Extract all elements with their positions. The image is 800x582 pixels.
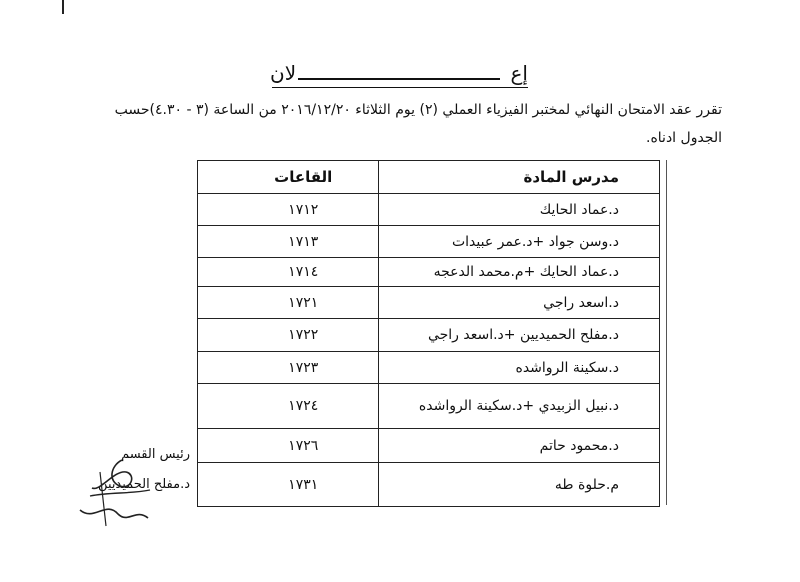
title-underline bbox=[272, 87, 528, 88]
teacher-cell: د.محمود حاتم bbox=[379, 429, 660, 463]
teacher-cell: د.سكينة الرواشده bbox=[379, 352, 660, 384]
table-row bbox=[198, 258, 660, 287]
signoff-role: رئيس القسم bbox=[121, 447, 190, 462]
exam-schedule-table bbox=[197, 160, 660, 507]
table-row bbox=[198, 194, 660, 226]
hall-cell: ١٧٢٤ bbox=[198, 384, 379, 429]
intro-line-1: تقرر عقد الامتحان النهائي لمختبر الفيزياء العملي (٢) يوم الثلاثاء ٢٠١٦/١٢/٢٠ من الساعة (٣ - ٤.٣٠)حسب bbox=[114, 102, 722, 118]
table-row bbox=[198, 287, 660, 319]
scan-edge-mark bbox=[62, 0, 64, 14]
table-row bbox=[198, 384, 660, 429]
title-last-letters: لان bbox=[270, 61, 297, 85]
title-first-letter: إع bbox=[510, 61, 528, 85]
handwritten-signature bbox=[70, 452, 160, 532]
hall-cell: ١٧٢١ bbox=[198, 287, 379, 319]
header-teacher: مدرس المادة bbox=[379, 161, 660, 194]
table-row bbox=[198, 429, 660, 463]
table-row bbox=[198, 352, 660, 384]
teacher-cell: م.حلوة طه bbox=[379, 463, 660, 507]
title-stretch-line bbox=[298, 78, 500, 80]
teacher-cell: د.مفلح الحميديين +د.اسعد راجي bbox=[379, 319, 660, 352]
teacher-cell: د.عماد الحايك bbox=[379, 194, 660, 226]
header-hall: القاعات bbox=[198, 161, 379, 194]
hall-cell: ١٧١٤ bbox=[198, 258, 379, 287]
announcement-title bbox=[270, 58, 530, 88]
teacher-cell: د.عماد الحايك +م.محمد الدعجه bbox=[379, 258, 660, 287]
teacher-cell: د.وسن جواد +د.عمر عبيدات bbox=[379, 226, 660, 258]
hall-cell: ١٧١٣ bbox=[198, 226, 379, 258]
hall-cell: ١٧٢٣ bbox=[198, 352, 379, 384]
table-row bbox=[198, 319, 660, 352]
intro-paragraph bbox=[72, 96, 722, 152]
table-row bbox=[198, 226, 660, 258]
hall-cell: ١٧٢٦ bbox=[198, 429, 379, 463]
hall-cell: ١٧٢٢ bbox=[198, 319, 379, 352]
teacher-cell: د.اسعد راجي bbox=[379, 287, 660, 319]
teacher-cell: د.نبيل الزبيدي +د.سكينة الرواشده bbox=[379, 384, 660, 429]
table-header-row bbox=[198, 161, 660, 194]
table-row bbox=[198, 463, 660, 507]
signoff-name: د.مفلح الحميديين bbox=[98, 477, 190, 492]
hall-cell: ١٧٣١ bbox=[198, 463, 379, 507]
hall-cell: ١٧١٢ bbox=[198, 194, 379, 226]
intro-line-2: الجدول ادناه. bbox=[646, 130, 722, 146]
table-outer-line bbox=[666, 160, 667, 505]
